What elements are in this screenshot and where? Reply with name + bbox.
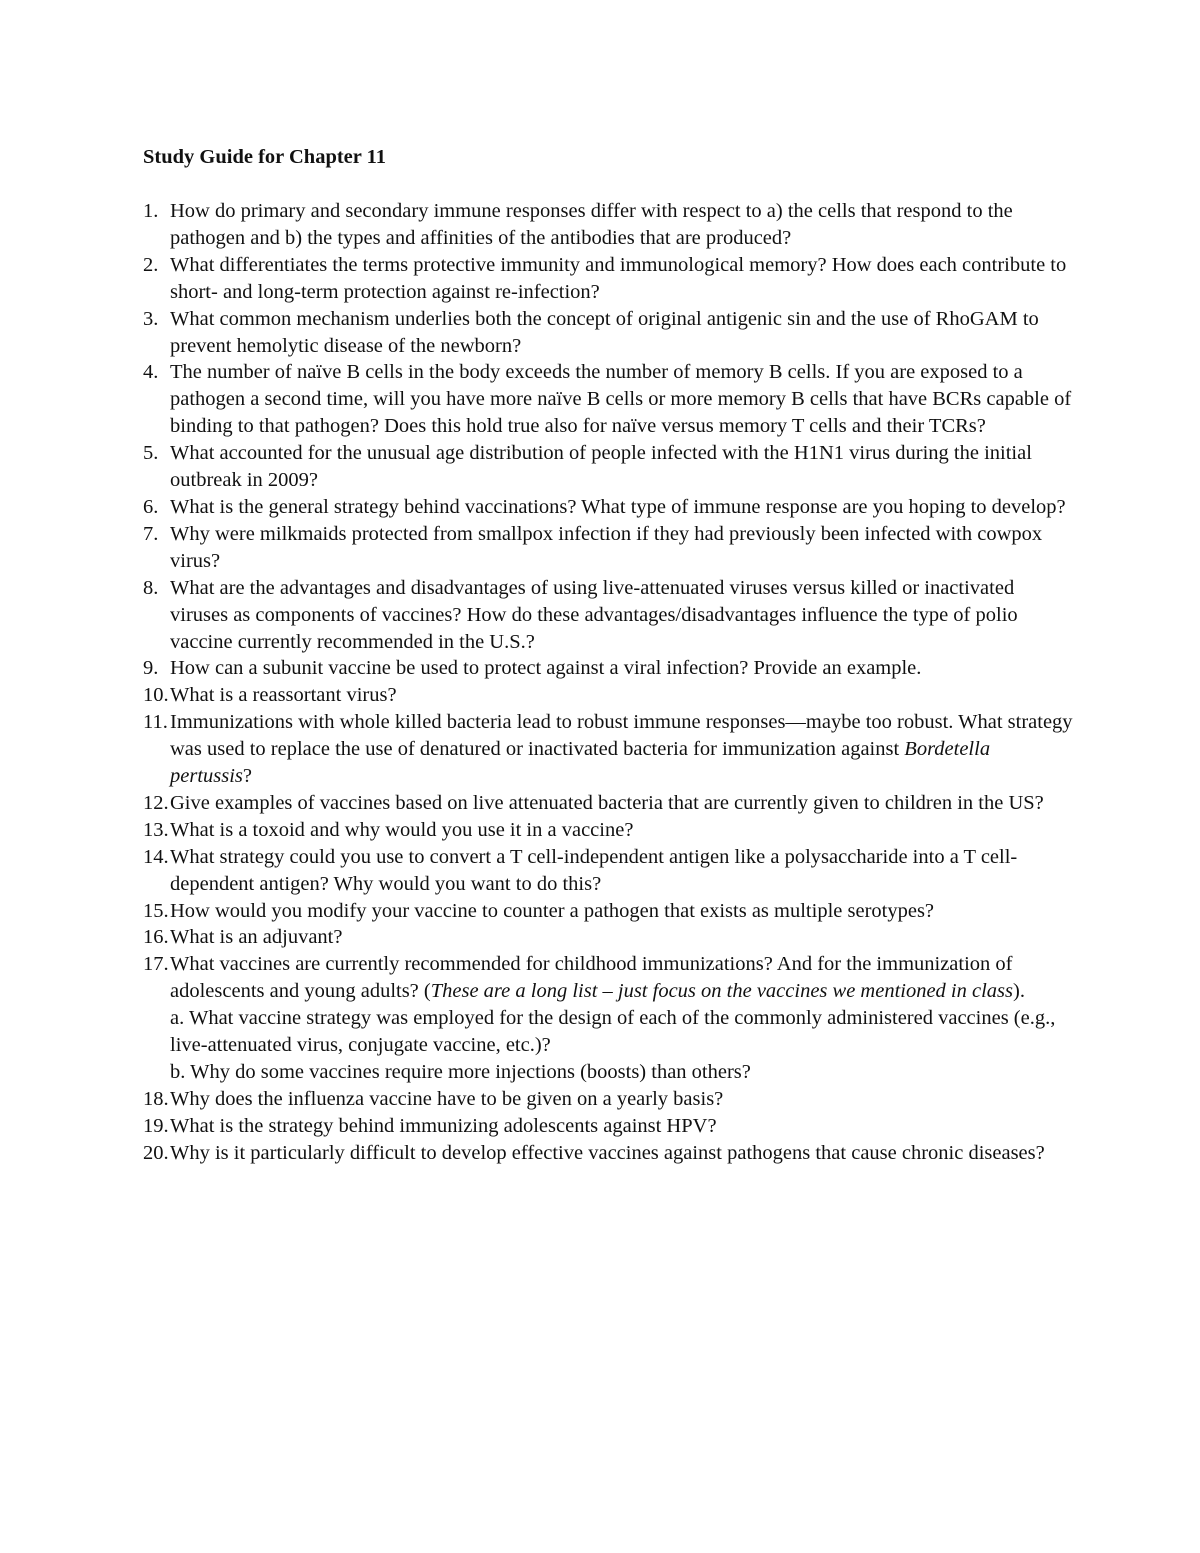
question-7 — [143, 521, 1073, 575]
question-13 — [143, 817, 1073, 844]
question-text — [170, 953, 1025, 1002]
question-10 — [143, 682, 1073, 709]
question-text: What is the general strategy behind vaccinations? What type of immune response are you hoping to develop? — [170, 495, 1066, 518]
question-text-end: ). — [1013, 980, 1025, 1003]
question-text: What accounted for the unusual age distribution of people infected with the H1N1 virus during the initial outbreak in 2009? — [170, 442, 1032, 492]
question-text: Why were milkmaids protected from smallpox infection if they had previously been infected with cowpox virus? — [170, 522, 1043, 572]
question-20 — [143, 1140, 1073, 1167]
question-number: 8. — [143, 576, 159, 599]
question-text: What common mechanism underlies both the concept of original antigenic sin and the use of RhoGAM to prevent hemolytic disease of the newborn? — [170, 307, 1039, 357]
species-name: Bordetella pertussis — [170, 738, 991, 788]
question-note: These are a long list – just focus on the vaccines we mentioned in class — [430, 980, 1014, 1003]
question-text: How would you modify your vaccine to counter a pathogen that exists as multiple serotypes? — [170, 899, 935, 922]
question-number: 7. — [143, 522, 159, 545]
question-text-start: Immunizations with whole killed bacteria lead to robust immune responses—maybe too robust. What strategy was used to replace the use of denatured or inactivated bacteria for immunization against — [170, 711, 1073, 761]
question-3 — [143, 306, 1073, 360]
question-text: Give examples of vaccines based on live attenuated bacteria that are currently given to children in the US? — [170, 791, 1044, 814]
question-text — [170, 711, 1073, 787]
question-9 — [143, 655, 1073, 682]
question-text: What strategy could you use to convert a T cell-independent antigen like a polysaccharide into a T cell-dependent antigen? Why would you want to do this? — [170, 845, 1018, 895]
question-number: 16. — [143, 926, 169, 949]
question-number: 9. — [143, 657, 159, 680]
question-text: The number of naïve B cells in the body exceeds the number of memory B cells. If you are exposed to a pathogen a second time, will you have more naïve B cells or more memory B cells that have BCRs capable of binding to that pathogen? Does this hold true also for naïve versus memory T cells and their TCRs? — [170, 361, 1072, 438]
question-number: 13. — [143, 818, 169, 841]
question-number: 20. — [143, 1141, 169, 1164]
question-number: 19. — [143, 1114, 169, 1137]
question-text: What differentiates the terms protective immunity and immunological memory? How does each contribute to short- and long-term protection against re-infection? — [170, 253, 1067, 303]
question-number: 18. — [143, 1087, 169, 1110]
question-11 — [143, 709, 1073, 790]
question-2 — [143, 252, 1073, 306]
question-text: Why does the influenza vaccine have to be given on a yearly basis? — [170, 1087, 724, 1110]
question-19 — [143, 1113, 1073, 1140]
question-list — [143, 198, 1073, 1167]
sub-question-b: b. Why do some vaccines require more injections (boosts) than others? — [170, 1061, 751, 1083]
question-text: What are the advantages and disadvantages of using live-attenuated viruses versus killed or inactivated viruses as components of vaccines? How do these advantages/disadvantages influence the type of polio vaccine currently recommended in the U.S.? — [170, 576, 1018, 653]
sub-question-a: a. What vaccine strategy was employed for the design of each of the commonly administered vaccines (e.g., live-attenuated virus, conjugate vaccine, etc.)? — [170, 1007, 1056, 1057]
question-number: 14. — [143, 845, 169, 868]
question-text: What is the strategy behind immunizing adolescents against HPV? — [170, 1114, 717, 1137]
question-4 — [143, 359, 1073, 440]
question-8 — [143, 575, 1073, 656]
question-number: 4. — [143, 361, 159, 384]
question-number: 10. — [143, 684, 169, 707]
page-title: Study Guide for Chapter 11 — [143, 146, 387, 168]
question-18 — [143, 1086, 1073, 1113]
question-text: How can a subunit vaccine be used to protect against a viral infection? Provide an example. — [170, 657, 922, 680]
question-number: 1. — [143, 200, 159, 222]
question-number: 15. — [143, 899, 169, 922]
question-number: 6. — [143, 495, 159, 518]
question-5 — [143, 440, 1073, 494]
question-number: 11. — [143, 711, 168, 734]
question-text: What is an adjuvant? — [170, 926, 343, 949]
question-number: 17. — [143, 953, 169, 976]
question-text: What is a toxoid and why would you use it in a vaccine? — [170, 818, 634, 841]
question-17 — [143, 951, 1073, 1086]
question-12 — [143, 790, 1073, 817]
question-text-end: ? — [242, 765, 253, 788]
question-1 — [143, 198, 1073, 252]
question-number: 5. — [143, 442, 159, 465]
question-text: What is a reassortant virus? — [170, 684, 397, 707]
question-6 — [143, 494, 1073, 521]
question-15 — [143, 898, 1073, 925]
question-text: Why is it particularly difficult to develop effective vaccines against pathogens that cause chronic diseases? — [170, 1141, 1045, 1164]
question-number: 12. — [143, 791, 169, 814]
question-text: How do primary and secondary immune responses differ with respect to a) the cells that respond to the pathogen and b) the types and affinities of the antibodies that are produced? — [170, 200, 1013, 249]
question-16 — [143, 924, 1073, 951]
question-number: 3. — [143, 307, 159, 330]
question-14 — [143, 844, 1073, 898]
question-number: 2. — [143, 253, 159, 276]
question-text-start: What vaccines are currently recommended for childhood immunizations? And for the immunization of adolescents and young adults? ( — [170, 953, 1013, 1003]
